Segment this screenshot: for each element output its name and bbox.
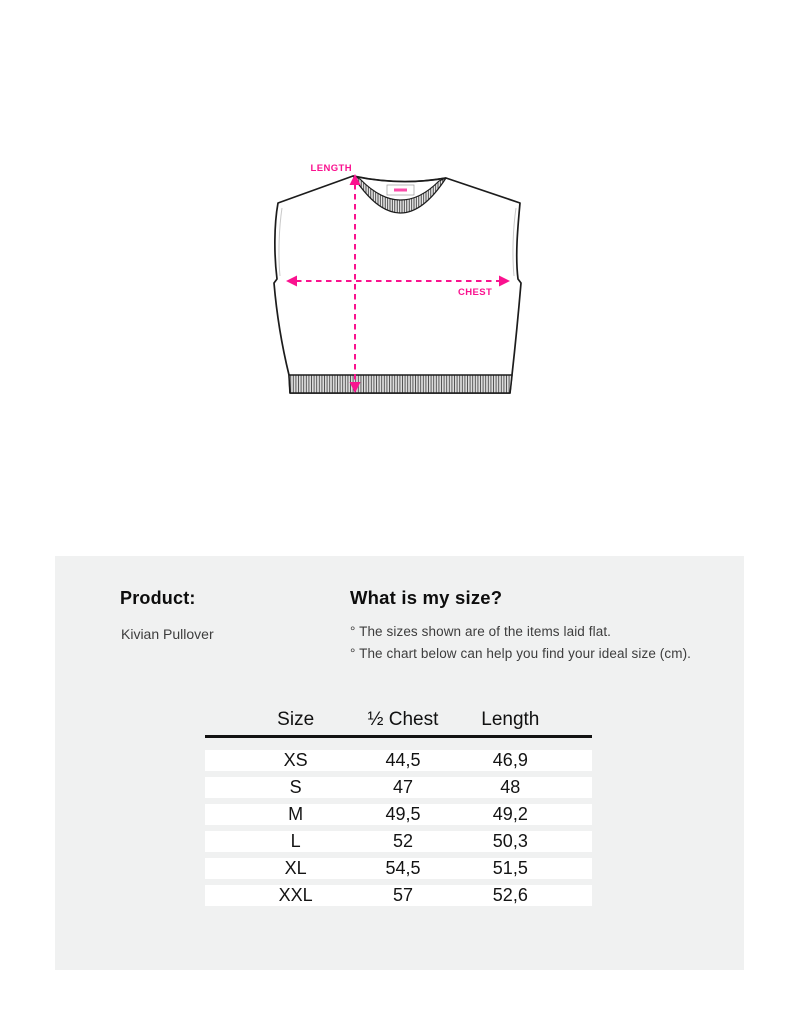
chest-label: CHEST xyxy=(458,287,493,298)
cell-half-chest: 44,5 xyxy=(385,750,421,770)
cell-length: 52,6 xyxy=(492,885,528,905)
cell-half-chest: 52 xyxy=(392,831,413,851)
cell-size: L xyxy=(290,831,301,851)
size-table xyxy=(205,705,592,912)
header-half-chest: ½ Chest xyxy=(367,709,439,730)
table-row-xxl xyxy=(205,885,592,906)
cell-size: XXL xyxy=(278,885,313,905)
cell-length: 50,3 xyxy=(492,831,528,851)
size-note-chart: ° The chart below can help you find your ideal size (cm). xyxy=(350,646,692,661)
cell-length: 49,2 xyxy=(492,804,528,824)
garment-hem-rib xyxy=(289,375,512,393)
table-row-xl xyxy=(205,858,592,879)
cell-half-chest: 49,5 xyxy=(385,804,421,824)
cell-length: 51,5 xyxy=(492,858,528,878)
garment-diagram xyxy=(240,150,560,420)
product-name: Kivian Pullover xyxy=(121,626,214,642)
cell-size: XS xyxy=(283,750,308,770)
cell-size: XL xyxy=(284,858,307,878)
table-row-m xyxy=(205,804,592,825)
cell-length: 48 xyxy=(500,777,521,797)
size-question-heading: What is my size? xyxy=(350,587,503,608)
size-note-flat: ° The sizes shown are of the items laid flat. xyxy=(350,624,612,639)
table-row-xs xyxy=(205,750,592,771)
table-header-rule xyxy=(205,735,592,738)
cell-half-chest: 54,5 xyxy=(385,858,421,878)
length-label: LENGTH xyxy=(310,163,352,174)
table-body xyxy=(205,750,592,906)
header-length: Length xyxy=(481,709,540,730)
table-row-s xyxy=(205,777,592,798)
table-row-l xyxy=(205,831,592,852)
cell-size: S xyxy=(289,777,302,797)
product-heading: Product: xyxy=(120,588,196,608)
table-header-row xyxy=(205,705,592,731)
cell-half-chest: 47 xyxy=(392,777,413,797)
header-size: Size xyxy=(277,709,315,730)
cell-half-chest: 57 xyxy=(392,885,413,905)
cell-size: M xyxy=(288,804,304,824)
cell-length: 46,9 xyxy=(492,750,528,770)
